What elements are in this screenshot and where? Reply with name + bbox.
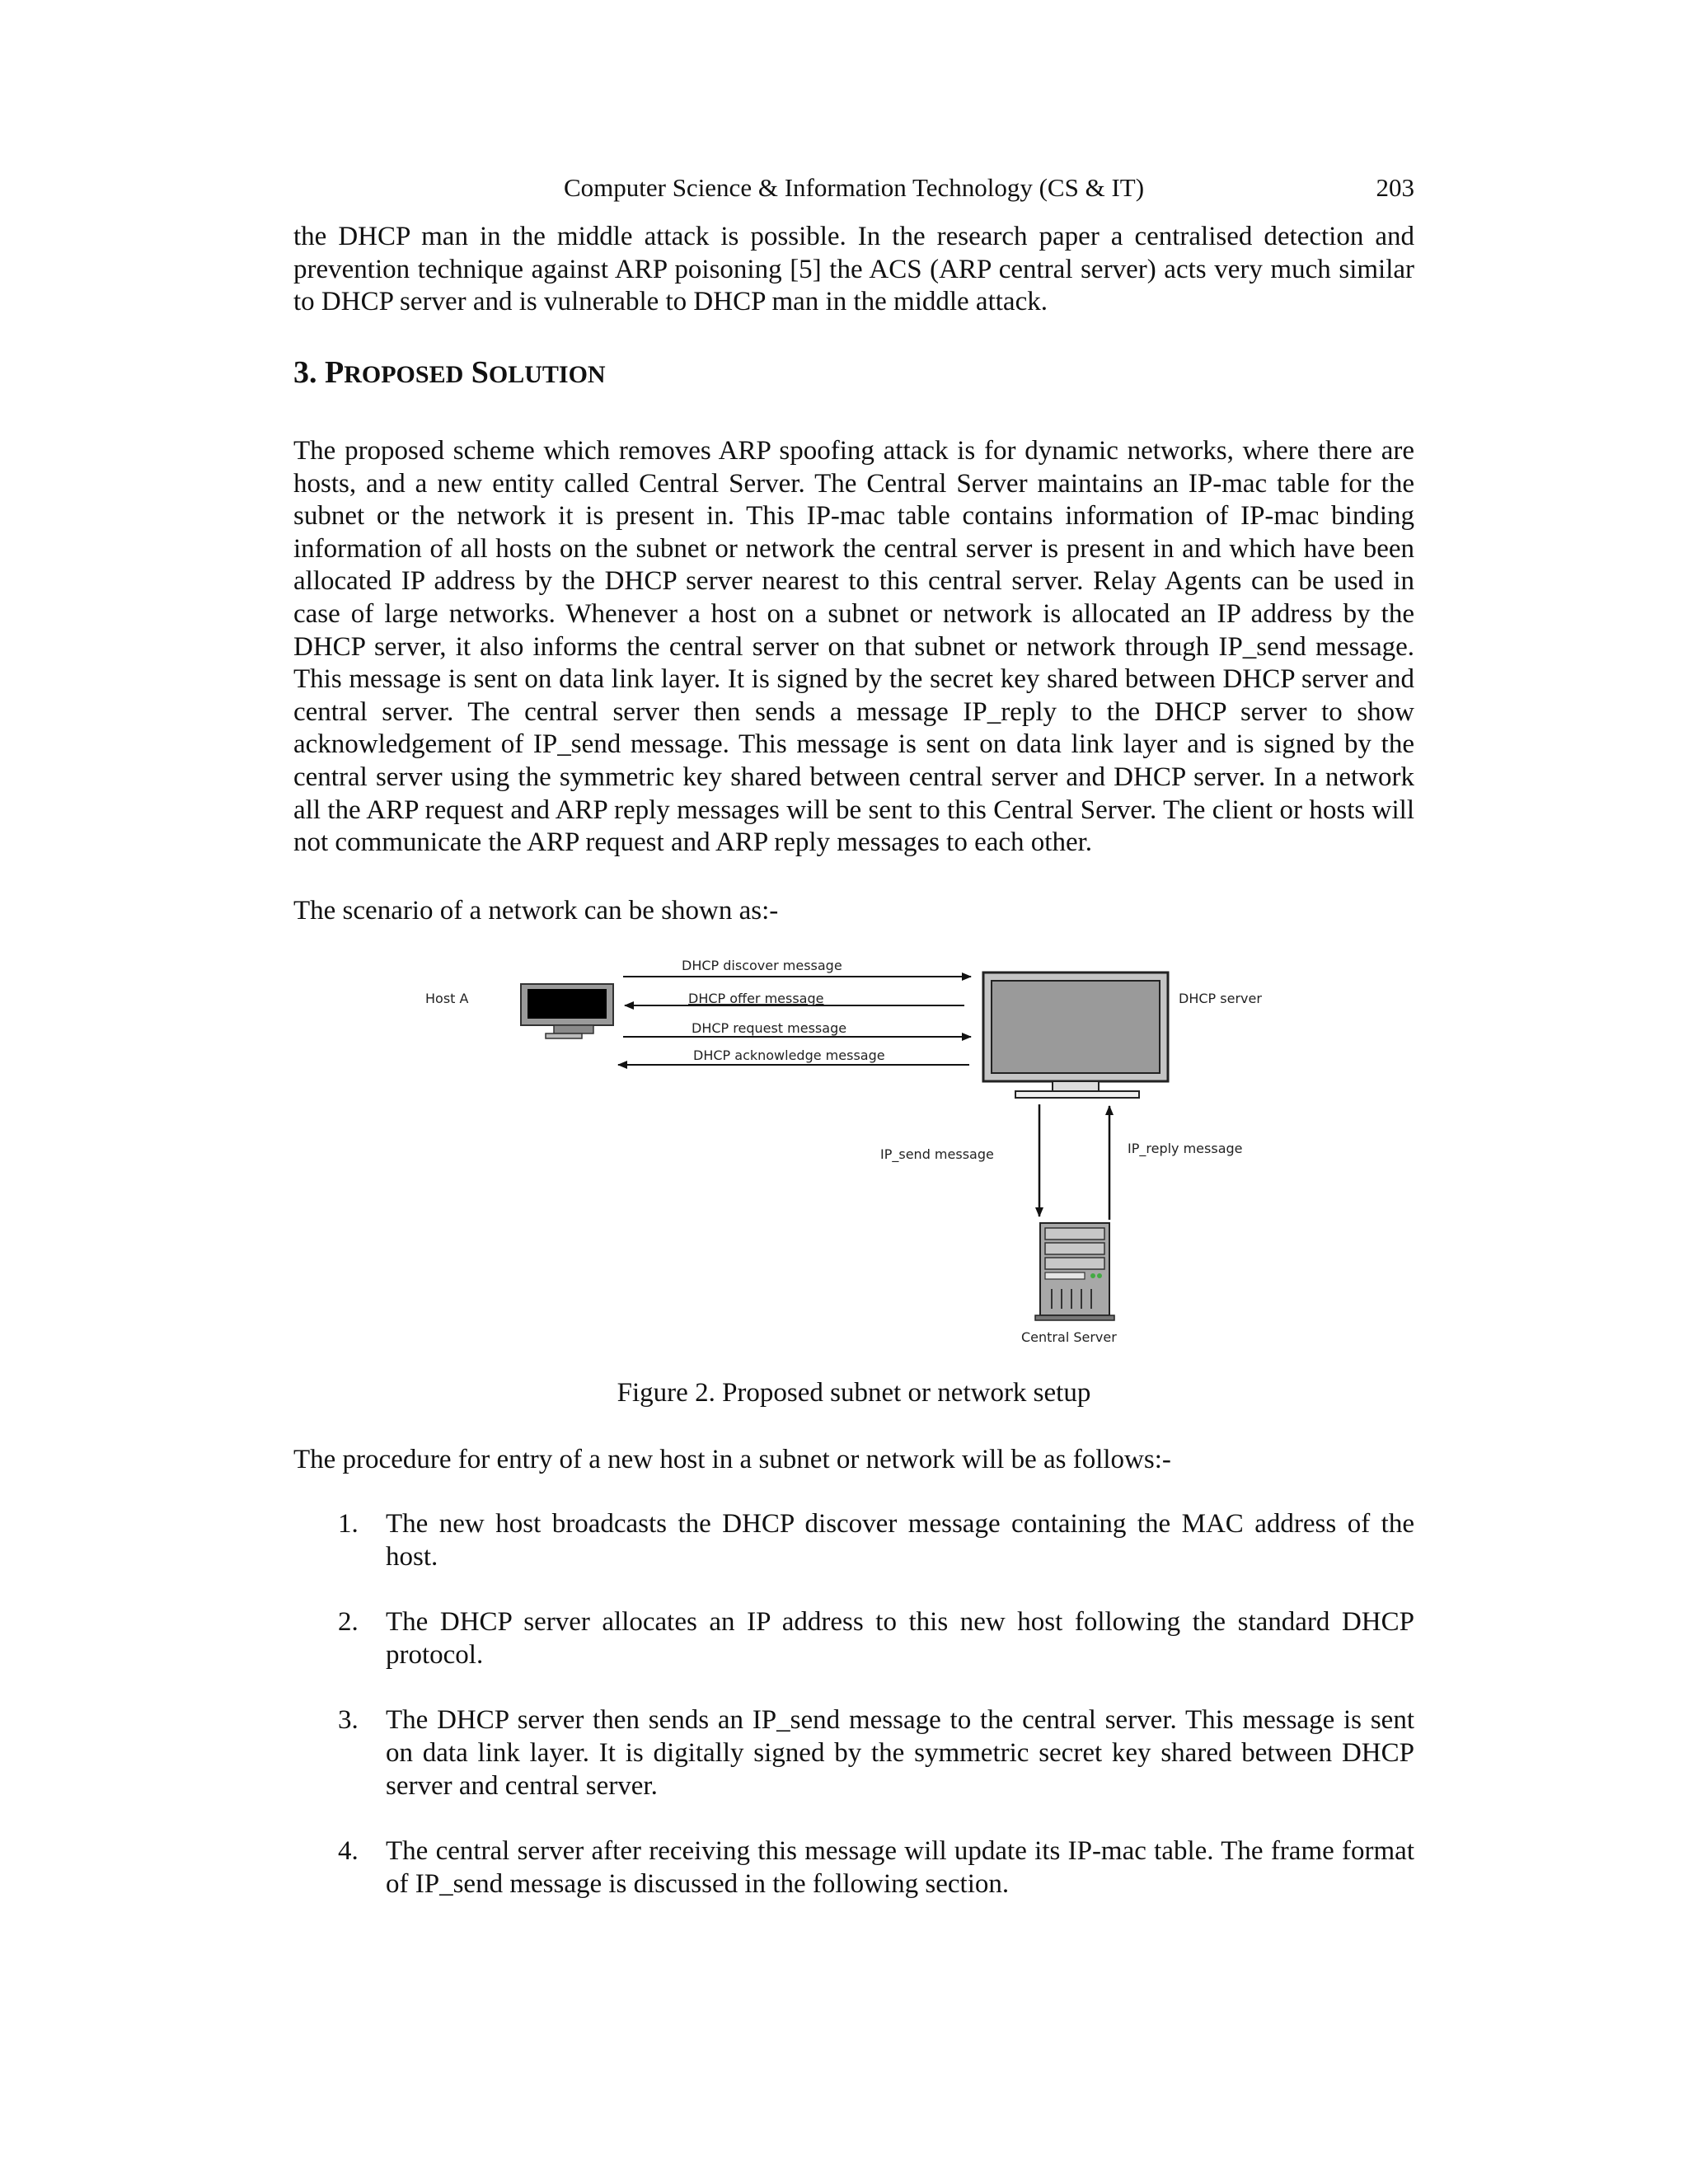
- step-text: The DHCP server then sends an IP_send message to the central server. This message is sent on data link layer. It is digitally signed by the symmetric secret key shared between DHCP server and central server.: [386, 1705, 1414, 1801]
- dhcp-server-monitor-icon: [983, 972, 1168, 1098]
- network-figure: [412, 940, 1319, 1352]
- list-item: [293, 1704, 1414, 1802]
- ip-reply-label: IP_reply message: [1128, 1141, 1243, 1156]
- section-number: 3.: [293, 355, 317, 390]
- figure-caption: Figure 2. Proposed subnet or network setup: [617, 1378, 1091, 1408]
- step-number: 2.: [338, 1607, 359, 1638]
- host-a-computer-icon: [521, 984, 613, 1038]
- step-text: The central server after receiving this message will update its IP-mac table. The frame format of IP_send message is discussed in the following section.: [386, 1836, 1414, 1899]
- ip-send-label: IP_send message: [880, 1146, 994, 1162]
- intro-paragraph: the DHCP man in the middle attack is possible. In the research paper a centralised detection and prevention technique against ARP poisoning [5] the ACS (ARP central server) acts very much similar to DHCP server and is vulnerable to DHCP man in the middle attack.: [293, 222, 1414, 317]
- section-title-p: P: [325, 355, 345, 390]
- section-title-p-rest: ROPOSED: [344, 361, 464, 388]
- section-title-s: S: [471, 355, 489, 390]
- list-item: [293, 1606, 1414, 1671]
- offer-label: DHCP offer message: [688, 991, 824, 1006]
- body-paragraph: The proposed scheme which removes ARP spoofing attack is for dynamic networks, where there are hosts, and a new entity called Central Server. The Central Server maintains an IP-mac table for the subnet or the network it is present in. This IP-mac table contains information of IP-mac binding information of all hosts on the subnet or network the central server is present in and which have been allocated IP address by the DHCP server nearest to this central server. Relay Agents can be used in case of large networks. Whenever a host on a subnet or network is allocated an IP address by the DHCP server, it also informs the central server on that subnet or network through IP_send message. This message is sent on data link layer. It is signed by the secret key shared between DHCP server and central server. The central server then sends a message IP_reply to the DHCP server to show acknowledgement of IP_send message. This message is sent on data link layer and is signed by the central server using the symmetric key shared between central server and DHCP server. In a network all the ARP request and ARP reply messages will be sent to this Central Server. The client or hosts will not communicate the ARP request and ARP reply messages to each other.: [293, 436, 1414, 858]
- step-number: 1.: [338, 1509, 359, 1539]
- section-title-s-rest: OLUTION: [488, 361, 606, 388]
- running-title: Computer Science & Information Technology (CS & IT): [563, 173, 1145, 202]
- section-heading: [293, 354, 606, 391]
- step-text: The new host broadcasts the DHCP discover message containing the MAC address of the host.: [386, 1509, 1414, 1572]
- procedure-intro: The procedure for entry of a new host in a subnet or network will be as follows:-: [293, 1445, 1171, 1474]
- step-number: 3.: [338, 1705, 359, 1736]
- running-header: [293, 173, 1414, 209]
- central-server-tower-icon: [1035, 1223, 1114, 1320]
- step-text: The DHCP server allocates an IP address to this new host following the standard DHCP protocol.: [386, 1607, 1414, 1670]
- page-number: 203: [1376, 173, 1414, 202]
- list-item: [293, 1835, 1414, 1900]
- ack-label: DHCP acknowledge message: [693, 1047, 885, 1063]
- central-server-label: Central Server: [1021, 1329, 1117, 1345]
- request-label: DHCP request message: [692, 1020, 847, 1036]
- dhcp-server-label: DHCP server: [1179, 991, 1262, 1006]
- host-a-label: Host A: [425, 991, 469, 1006]
- discover-label: DHCP discover message: [682, 958, 842, 973]
- step-number: 4.: [338, 1836, 359, 1867]
- network-diagram: [412, 940, 1319, 1352]
- scenario-line: The scenario of a network can be shown as:-: [293, 896, 779, 926]
- procedure-steps-list: [293, 1508, 1414, 1933]
- list-item: [293, 1508, 1414, 1573]
